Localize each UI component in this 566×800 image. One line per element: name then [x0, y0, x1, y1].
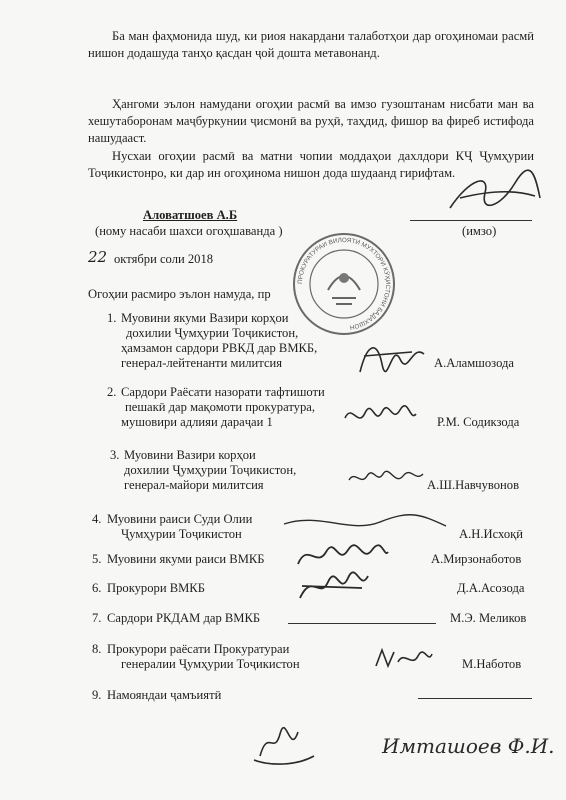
- declarant-name: Аловатшоев А.Б: [143, 208, 238, 222]
- official-7-signature-line: [288, 623, 436, 624]
- official-8-title-1: Прокурори раёсати Прокуратураи: [107, 642, 290, 656]
- official-3-name: А.Ш.Навчувонов: [427, 478, 520, 492]
- official-5-name: А.Мирзонаботов: [431, 552, 522, 566]
- declaration-paragraph-3: Нусхаи огоҳии расмӣ ва матни чопии моддаҳои дахлдори КҶ Ҷумҳурии Тоҷикистонро, ки дар ин огоҳинома нишон дода шудаанд гирифтам.: [88, 149, 534, 180]
- date-day: 22: [88, 248, 108, 266]
- official-5-title-1: Муовини якуми раиси ВМКБ: [107, 552, 265, 566]
- official-3-title-1: Муовини Вазири корҳои: [124, 448, 256, 462]
- public-rep-signature: [250, 720, 320, 768]
- official-4-number: 4.: [92, 512, 102, 526]
- official-3-number: 3.: [110, 448, 120, 462]
- official-1-number: 1.: [107, 311, 117, 325]
- official-8-name: М.Наботов: [462, 657, 522, 671]
- official-6-title-1: Прокурори ВМКБ: [107, 581, 205, 595]
- signature-caption: (имзо): [462, 224, 497, 238]
- official-5-number: 5.: [92, 552, 102, 566]
- official-2-name: Р.М. Содикзода: [437, 415, 520, 429]
- official-6-number: 6.: [92, 581, 102, 595]
- official-4-name: А.Н.Исхоқӣ: [459, 527, 523, 541]
- official-1-signature: [352, 334, 432, 379]
- declarant-name-caption: (ному насаби шахси огоҳшаванда ): [95, 224, 283, 238]
- official-3-signature: [345, 464, 425, 492]
- official-9-number: 9.: [92, 688, 102, 702]
- official-2-title-2: пешакӣ дар мақомоти прокуратура,: [125, 400, 316, 414]
- official-6-signature: [292, 566, 372, 606]
- official-9-signature-line: [418, 698, 532, 699]
- official-4-title-1: Муовини раиси Суди Олии: [107, 512, 253, 526]
- official-1-title-3: ҳамзамон сардори РВКД дар ВМКБ,: [121, 341, 318, 355]
- signature-line: [410, 220, 532, 221]
- official-6-name: Д.А.Асозода: [457, 581, 525, 595]
- official-1-title-2: дохилии Ҷумҳурии Тоҷикистон,: [126, 326, 299, 340]
- svg-text:ПРОКУРАТУРАИ ВИЛОЯТИ МУХТОРИ К: ПРОКУРАТУРАИ ВИЛОЯТИ МУХТОРИ КӮҲИСТОНИ БАДАХШОН: [296, 236, 392, 331]
- official-2-number: 2.: [107, 385, 117, 399]
- official-3-title-3: генерал-майори милитсия: [124, 478, 264, 492]
- official-1-title-1: Муовини якуми Вазири корҳои: [121, 311, 289, 325]
- official-7-title-1: Сардори РКДАМ дар ВМКБ: [107, 611, 261, 625]
- declaration-paragraph-1: Ба ман фаҳмонида шуд, ки риоя накардани талаботҳои дар огоҳиномаи расмӣ нишон додашуда танҳо қасдан ҷой дошта метавонанд.: [88, 29, 534, 60]
- official-7-number: 7.: [92, 611, 102, 625]
- declarant-signature: [440, 168, 550, 218]
- seal-stamp: [292, 232, 396, 336]
- official-9-title-1: Намояндаи ҷамъиятӣ: [107, 688, 222, 702]
- official-2-title-3: мушовири адлияи дараҷаи 1: [121, 415, 273, 429]
- official-3-title-2: дохилии Ҷумҳурии Тоҷикистон,: [124, 463, 297, 477]
- official-7-name: М.Э. Меликов: [450, 611, 527, 625]
- official-2-title-1: Сардори Раёсати назорати тафтишоти: [121, 385, 325, 399]
- official-8-title-2: генералии Ҷумҳурии Тоҷикистон: [121, 657, 300, 671]
- announced-by-text: Огоҳии расмиро эълон намуда, пр: [88, 287, 271, 301]
- official-1-name: А.Аламшозода: [434, 356, 515, 370]
- official-2-signature: [340, 398, 420, 433]
- official-1-title-4: генерал-лейтенанти милитсия: [121, 356, 283, 370]
- official-4-title-2: Ҷумҳурии Тоҷикистон: [121, 527, 242, 541]
- declaration-paragraph-2: Ҳангоми эълон намудани огоҳии расмӣ ва имзо гузоштанам нисбати ман ва хешутаборонам маҷбуркунии ҷисмонӣ ва руҳӣ, таҳдид, фишор ва фиреб истифода нашудааст.: [88, 97, 534, 145]
- date-text: октябри соли 2018: [114, 252, 214, 266]
- handwritten-name: Имтaшоев Ф.И.: [382, 734, 555, 758]
- official-8-number: 8.: [92, 642, 102, 656]
- official-8-signature: [372, 644, 436, 674]
